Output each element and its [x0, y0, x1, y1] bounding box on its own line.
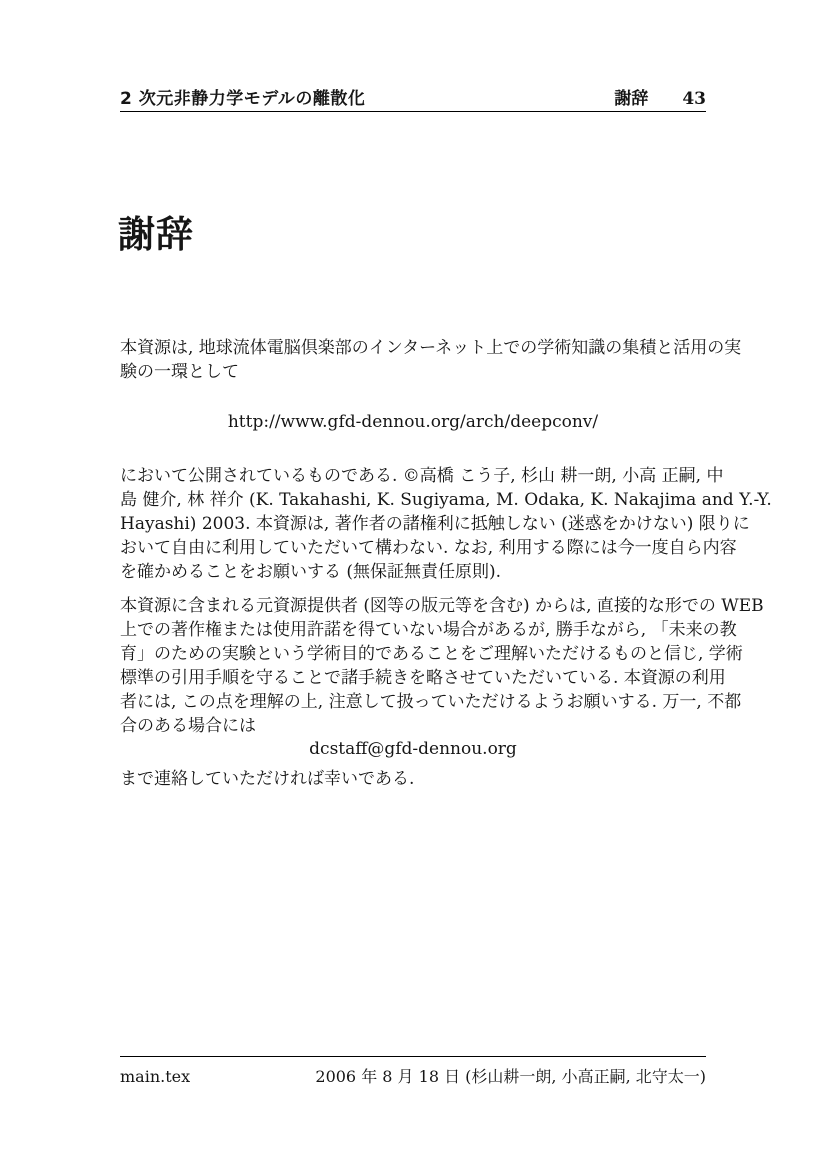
footer-rule	[120, 1056, 706, 1057]
running-head	[120, 84, 706, 109]
paragraph-copyright	[120, 594, 764, 738]
contact-email: dcstaff@gfd-dennou.org	[309, 739, 517, 759]
footer	[120, 1064, 706, 1087]
running-head-chapter: 2 次元非静力学モデルの離散化	[120, 89, 366, 109]
footer-filename: main.tex	[120, 1067, 191, 1086]
chapter-title: 謝辞	[118, 213, 194, 256]
text-line: 合のある場合には	[120, 716, 256, 736]
running-head-section: 謝辞	[614, 89, 649, 109]
text-line: おいて自由に利用していただいて構わない. なお, 利用する際には今一度自ら内容	[120, 538, 737, 558]
text-line: 島 健介, 林 祥介 (K. Takahashi, K. Sugiyama, M. Odaka, K. Nakajima and Y.-Y.	[120, 490, 772, 510]
text-line: を確かめることをお願いする (無保証無責任原則).	[120, 562, 502, 582]
text-line: 験の一環として	[120, 362, 239, 382]
text-line: 者には, この点を理解の上, 注意して扱っていただけるようお願いする. 万一, 不都	[120, 692, 742, 712]
resource-url: http://www.gfd-dennou.org/arch/deepconv/	[227, 412, 599, 432]
text-line: 本資源に含まれる元資源提供者 (図等の版元等を含む) からは, 直接的な形での WEB	[120, 596, 764, 616]
header-rule	[120, 111, 706, 112]
text-line: 育」のための実験という学術目的であることをご理解いただけるものと信じ, 学術	[120, 644, 743, 664]
paragraph-closing: まで連絡していただければ幸いである.	[120, 769, 415, 789]
text-line: において公開されているものである. ©高橋 こう子, 杉山 耕一朗, 小高 正嗣, 中	[120, 466, 724, 486]
text-line: 本資源は, 地球流体電脳倶楽部のインターネット上での学術知識の集積と活用の実	[120, 338, 742, 358]
paragraph-intro	[120, 336, 742, 384]
page-number: 43	[682, 89, 706, 109]
text-line: 標準の引用手順を守ることで諸手続きを略させていただいている. 本資源の利用	[120, 668, 726, 688]
footer-date-authors: 2006 年 8 月 18 日 (杉山耕一朗, 小高正嗣, 北守太一)	[315, 1067, 706, 1086]
running-head-right	[614, 84, 706, 109]
text-line: Hayashi) 2003. 本資源は, 著作者の諸権利に抵触しない (迷惑をかけない) 限りに	[120, 514, 750, 534]
paragraph-license	[120, 464, 772, 584]
text-line: 上での著作権または使用許諾を得ていない場合があるが, 勝手ながら, 「未来の教	[120, 620, 737, 640]
